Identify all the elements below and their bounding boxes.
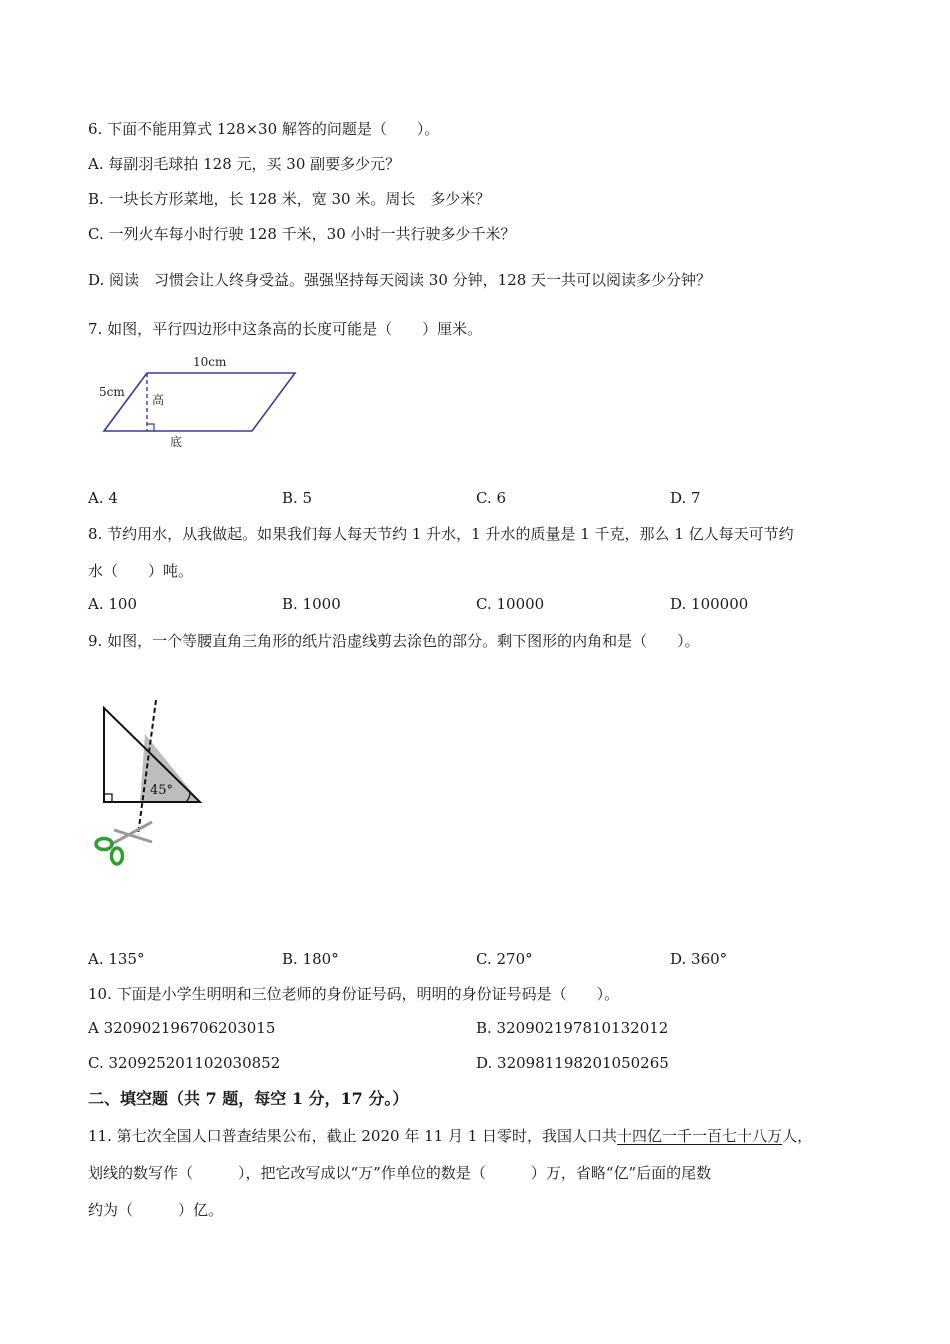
q10-stem: 10. 下面是小学生明明和三位老师的身份证号码，明明的身份证号码是（ ）。 — [88, 985, 620, 1003]
q7-option-b: B. 5 — [282, 489, 313, 507]
q8-option-d: D. 100000 — [670, 595, 749, 613]
q11-line1 — [88, 1126, 812, 1146]
q10-option-a: A 320902196706203015 — [88, 1019, 276, 1037]
right-angle-mark — [147, 424, 154, 431]
q11-line1-suffix: 人， — [782, 1127, 813, 1145]
q9-option-a: A. 135° — [88, 950, 145, 968]
q11-line1-prefix: 11. 第七次全国人口普查结果公布，截止 2020 年 11 月 1 日零时，我国人口共 — [88, 1127, 618, 1145]
parallelogram-figure — [95, 350, 305, 450]
q7-option-c: C. 6 — [476, 489, 507, 507]
q6-option-d: D. 阅读 习惯会让人终身受益。强强坚持每天阅读 30 分钟，128 天一共可以阅读多少分钟？ — [88, 271, 712, 289]
angle-label: 45° — [150, 783, 174, 798]
triangle-cut-figure — [90, 700, 210, 875]
q10-option-b: B. 320902197810132012 — [476, 1019, 669, 1037]
q7-option-d: D. 7 — [670, 489, 701, 507]
q9-option-d: D. 360° — [670, 950, 728, 968]
scissors-icon — [96, 822, 152, 864]
q6-option-b: B. 一块长方形菜地，长 128 米，宽 30 米。周长 多少米？ — [88, 190, 491, 208]
q9-stem: 9. 如图，一个等腰直角三角形的纸片沿虚线剪去涂色的部分。剩下图形的内角和是（ ）。 — [88, 632, 700, 650]
section-heading: 二、填空题（共 7 题，每空 1 分，17 分。） — [88, 1089, 409, 1108]
q11-line3: 约为（ ）亿。 — [88, 1201, 224, 1219]
q8-stem-line2: 水（ ）吨。 — [88, 562, 194, 580]
q9-option-b: B. 180° — [282, 950, 339, 968]
q7-stem: 7. 如图，平行四边形中这条高的长度可能是（ ）厘米。 — [88, 320, 483, 338]
q9-option-c: C. 270° — [476, 950, 533, 968]
label-slant-side: 5cm — [99, 385, 125, 399]
q6-stem: 6. 下面不能用算式 128×30 解答的问题是（ ）。 — [88, 120, 440, 138]
q8-option-c: C. 10000 — [476, 595, 545, 613]
label-height: 高 — [152, 393, 165, 407]
q11-underlined-number: 十四亿一千一百七十八万 — [617, 1127, 783, 1145]
q11-line2: 划线的数写作（ ），把它改写成以“万”作单位的数是（ ）万，省略“亿”后面的尾数 — [88, 1164, 712, 1182]
q6-option-c: C. 一列火车每小时行驶 128 千米，30 小时一共行驶多少千米？ — [88, 225, 516, 243]
q7-option-a: A. 4 — [88, 489, 118, 507]
q10-option-c: C. 320925201102030852 — [88, 1054, 281, 1072]
q8-option-a: A. 100 — [88, 595, 137, 613]
label-top-side: 10cm — [193, 355, 227, 369]
right-angle-mark — [104, 794, 112, 802]
parallelogram-shape — [104, 373, 295, 431]
q8-stem-line1: 8. 节约用水，从我做起。如果我们每人每天节约 1 升水，1 升水的质量是 1 千克，那么 1 亿人每天可节约 — [88, 525, 794, 543]
q6-option-a: A. 每副羽毛球拍 128 元，买 30 副要多少元？ — [88, 155, 401, 173]
q10-option-d: D. 320981198201050265 — [476, 1054, 669, 1072]
label-base: 底 — [170, 435, 183, 449]
q8-option-b: B. 1000 — [282, 595, 341, 613]
